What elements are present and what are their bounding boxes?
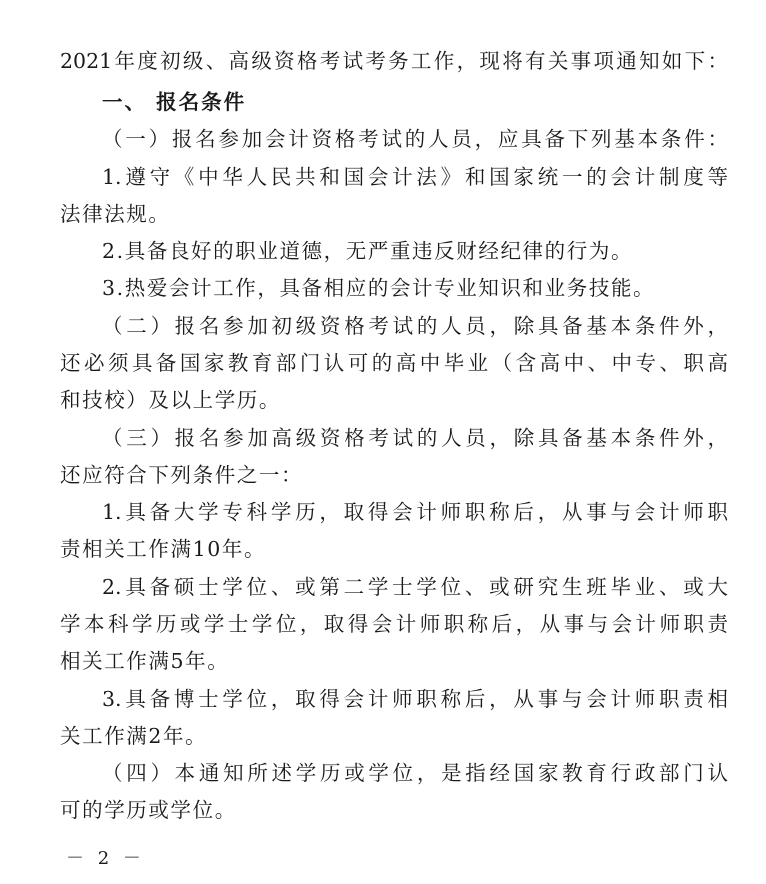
paragraph-line: （一）报名参加会计资格考试的人员，应具备下列基本条件： [102, 127, 728, 151]
paragraph-line: 还必须具备国家教育部门认可的高中毕业（含高中、中专、职高 [60, 351, 728, 375]
page-number: － 2 － [66, 848, 145, 869]
paragraph-line: 可的学历或学位。 [60, 798, 237, 822]
intro-line: 2021年度初级、高级资格考试考务工作，现将有关事项通知如下： [60, 49, 728, 73]
paragraph-line: 3.热爱会计工作，具备相应的会计专业知识和业务技能。 [102, 276, 656, 300]
paragraph-line: 2.具备良好的职业道德，无严重违反财经纪律的行为。 [102, 239, 634, 263]
section-heading: 一、 报名条件 [102, 90, 247, 114]
paragraph-line: 关工作满2年。 [60, 724, 208, 748]
paragraph-line: 责相关工作满10年。 [60, 537, 267, 561]
paragraph-line: 1.具备大学专科学历，取得会计师职称后，从事与会计师职 [102, 500, 728, 524]
paragraph-line: （二）报名参加初级资格考试的人员，除具备基本条件外， [102, 314, 728, 338]
paragraph-line: 1.遵守《中华人民共和国会计法》和国家统一的会计制度等 [102, 165, 728, 189]
paragraph-line: （三）报名参加高级资格考试的人员，除具备基本条件外， [102, 426, 728, 450]
paragraph-line: 学本科学历或学士学位，取得会计师职称后，从事与会计师职责 [60, 612, 728, 636]
paragraph-line: 还应符合下列条件之一： [60, 463, 304, 487]
paragraph-line: （四）本通知所述学历或学位，是指经国家教育行政部门认 [102, 761, 728, 785]
paragraph-line: 相关工作满5年。 [60, 649, 230, 673]
paragraph-line: 3.具备博士学位，取得会计师职称后，从事与会计师职责相 [102, 687, 728, 711]
paragraph-line: 和技校）及以上学历。 [60, 388, 281, 412]
paragraph-line: 2.具备硕士学位、或第二学士学位、或研究生班毕业、或大 [102, 575, 728, 599]
paragraph-line: 法律法规。 [60, 202, 171, 226]
